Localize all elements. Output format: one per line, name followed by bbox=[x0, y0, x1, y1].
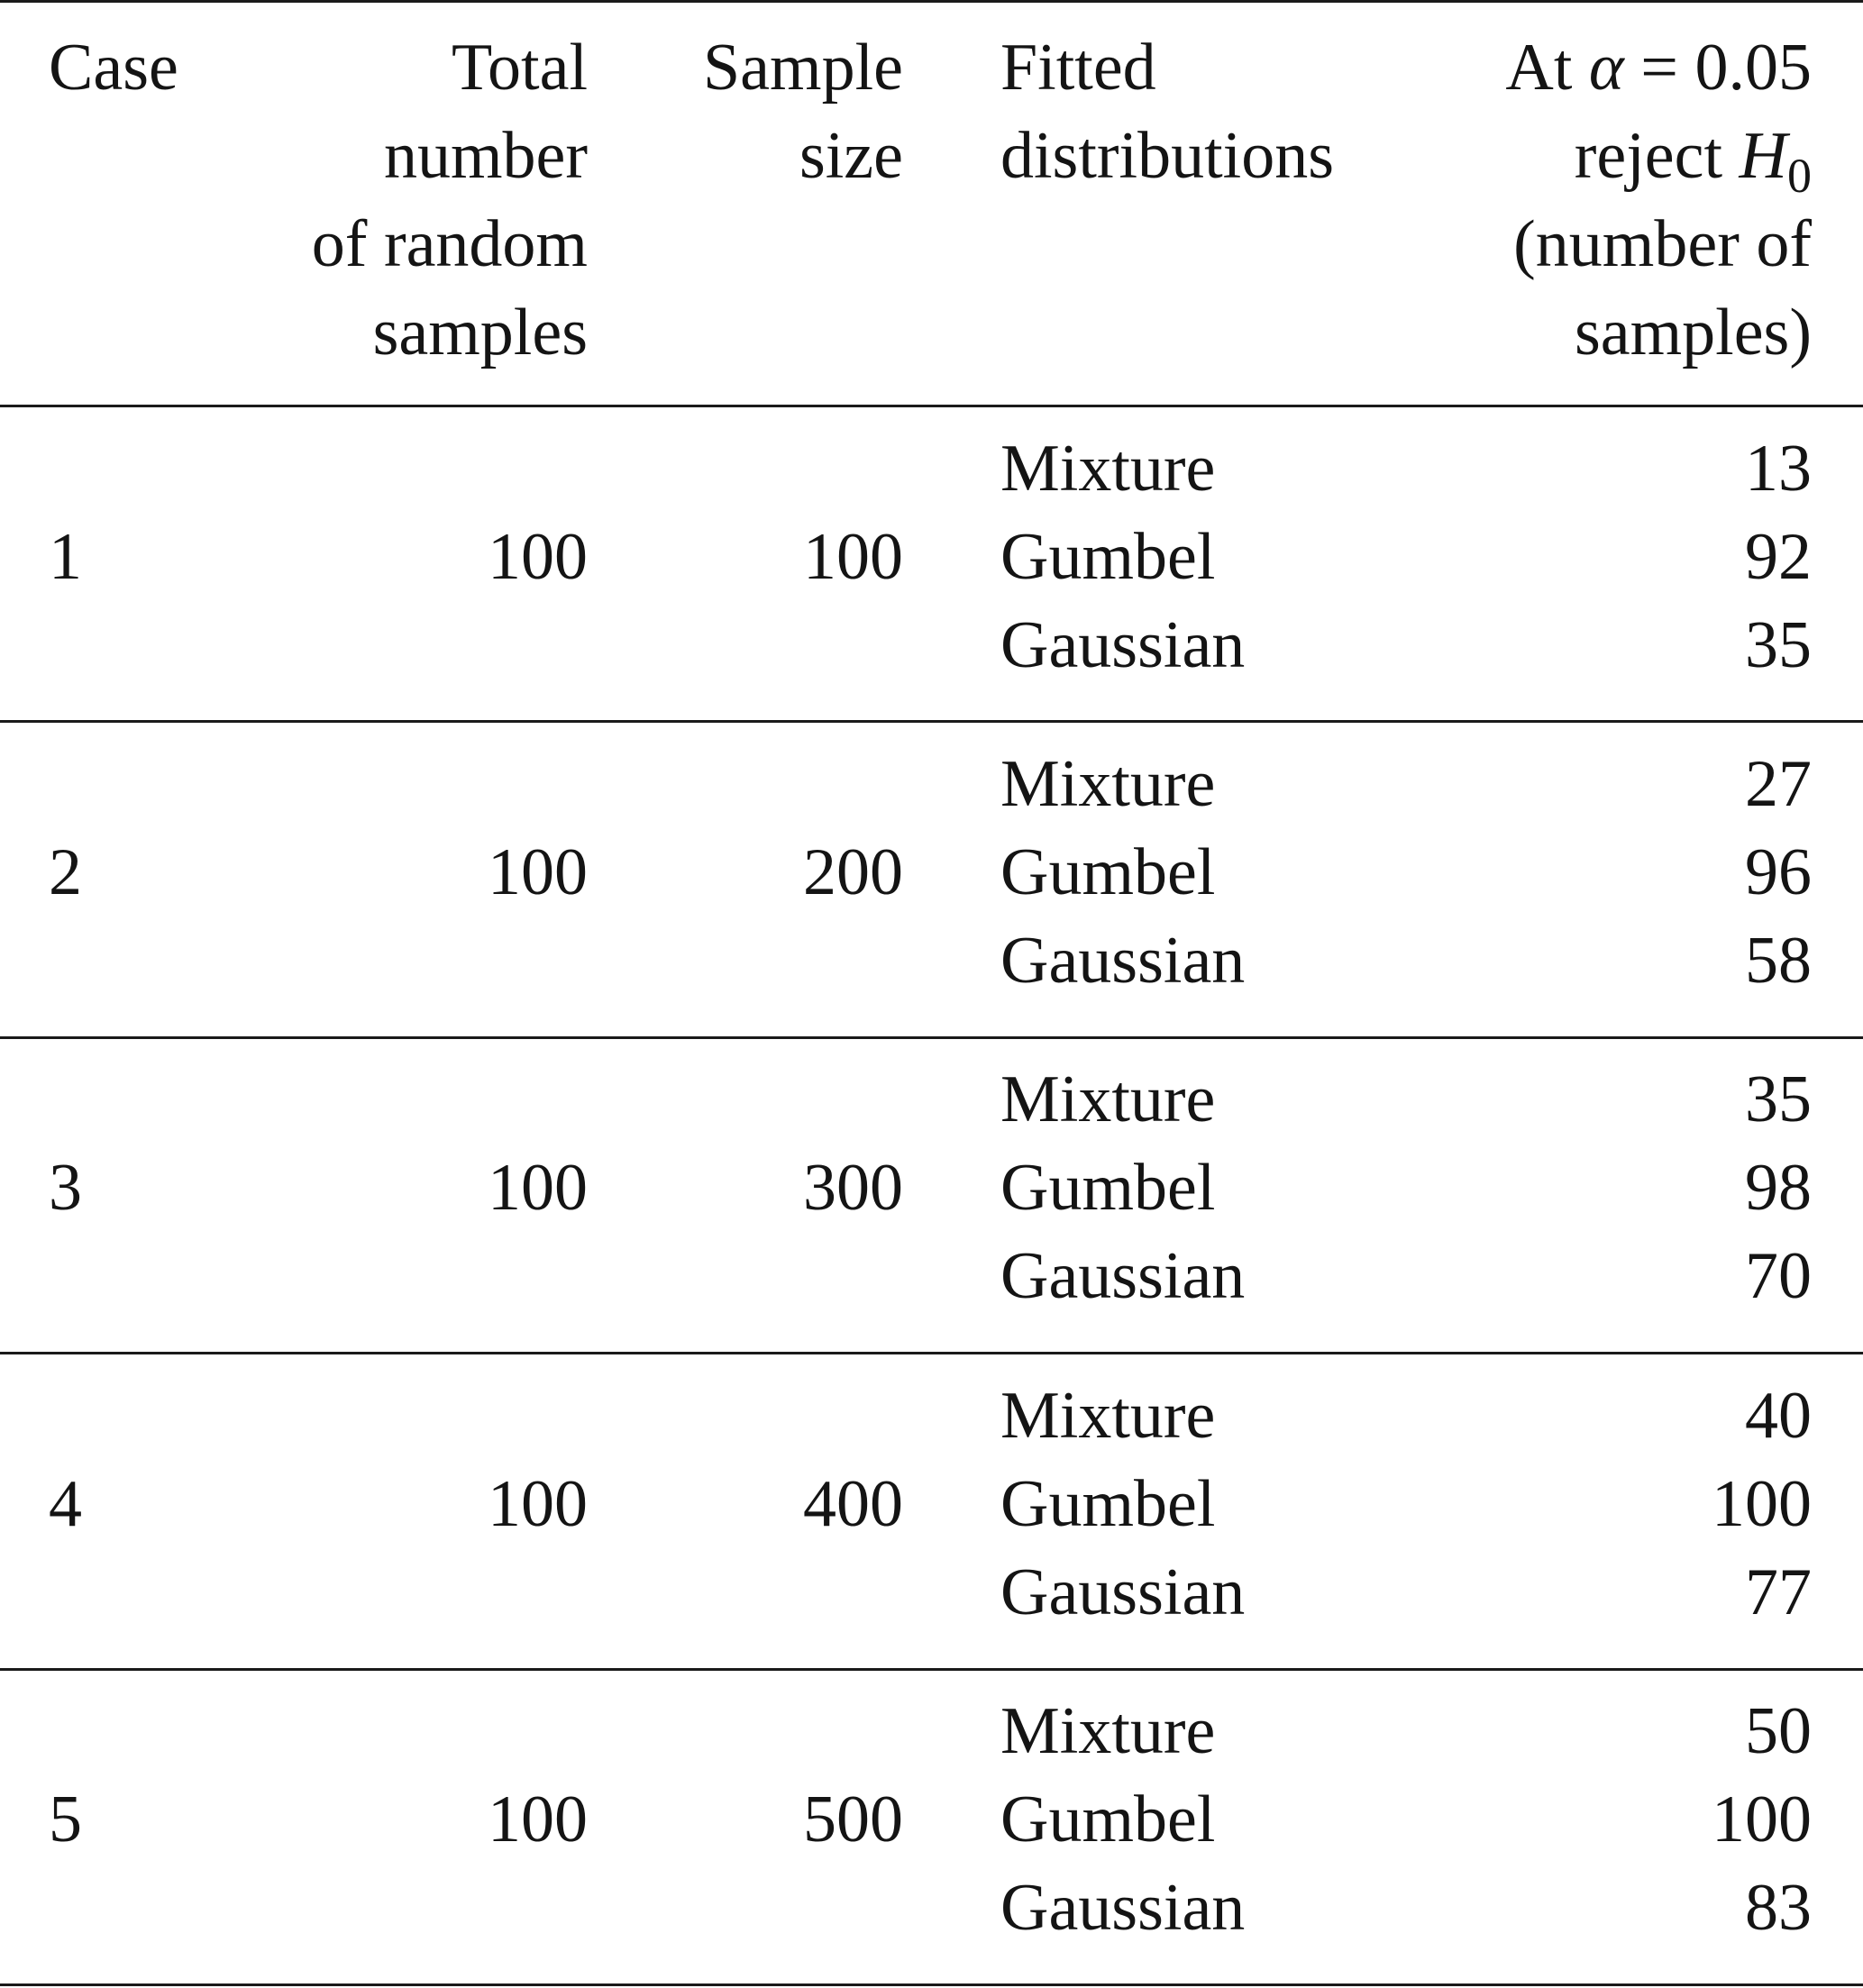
distribution-name: Gumbel bbox=[1000, 1151, 1216, 1225]
row-rule bbox=[0, 1352, 1863, 1354]
row-rule bbox=[0, 720, 1863, 723]
header-size-line-2: size bbox=[799, 119, 903, 193]
header-reject-word: reject bbox=[1574, 119, 1740, 193]
distribution-name: Mixture bbox=[1000, 1694, 1216, 1768]
header-total-line-2: number bbox=[383, 119, 588, 193]
distribution-name: Gaussian bbox=[1000, 1555, 1246, 1629]
total-samples: 100 bbox=[488, 1151, 588, 1225]
alpha-value: = 0.05 bbox=[1623, 31, 1812, 105]
reject-count: 100 bbox=[1712, 1783, 1812, 1856]
hypothesis-subscript: 0 bbox=[1787, 149, 1812, 203]
reject-count: 92 bbox=[1745, 520, 1812, 594]
sample-size: 500 bbox=[803, 1783, 903, 1856]
distribution-name: Gumbel bbox=[1000, 1467, 1216, 1541]
reject-count: 13 bbox=[1745, 432, 1812, 506]
reject-count: 83 bbox=[1745, 1871, 1812, 1945]
header-total-line-1: Total bbox=[452, 31, 588, 105]
total-samples: 100 bbox=[488, 1783, 588, 1856]
distribution-name: Gumbel bbox=[1000, 520, 1216, 594]
distribution-name: Gaussian bbox=[1000, 608, 1246, 682]
case-number: 2 bbox=[49, 835, 82, 909]
header-total-line-3: of random bbox=[311, 207, 588, 281]
total-samples: 100 bbox=[488, 1467, 588, 1541]
header-reject-line-3: (number of bbox=[1513, 207, 1812, 281]
bottom-rule bbox=[0, 1983, 1863, 1986]
header-size-line-1: Sample bbox=[703, 31, 903, 105]
reject-count: 35 bbox=[1745, 1062, 1812, 1136]
case-number: 1 bbox=[49, 520, 82, 594]
distribution-name: Gaussian bbox=[1000, 924, 1246, 998]
case-number: 5 bbox=[49, 1783, 82, 1856]
header-rule bbox=[0, 405, 1863, 407]
reject-count: 70 bbox=[1745, 1239, 1812, 1313]
distribution-name: Mixture bbox=[1000, 1062, 1216, 1136]
distribution-name: Mixture bbox=[1000, 1379, 1216, 1453]
distribution-name: Gumbel bbox=[1000, 1783, 1216, 1856]
header-reject-line-4: samples) bbox=[1574, 296, 1812, 369]
distribution-name: Mixture bbox=[1000, 432, 1216, 506]
distribution-name: Gaussian bbox=[1000, 1239, 1246, 1313]
alpha-symbol: α bbox=[1588, 31, 1624, 105]
reject-count: 50 bbox=[1745, 1694, 1812, 1768]
header-reject-line-2 bbox=[1352, 112, 1812, 205]
header-reject-line-1 bbox=[1352, 23, 1812, 112]
header-total-line-4: samples bbox=[372, 296, 588, 369]
header-case: Case bbox=[49, 31, 178, 105]
sample-size: 200 bbox=[803, 835, 903, 909]
hypothesis-symbol: H bbox=[1739, 119, 1787, 193]
top-rule bbox=[0, 0, 1863, 3]
row-rule bbox=[0, 1668, 1863, 1671]
header-dist-line-2: distributions bbox=[1000, 119, 1335, 193]
distribution-name: Mixture bbox=[1000, 747, 1216, 821]
reject-count: 58 bbox=[1745, 924, 1812, 998]
sample-size: 100 bbox=[803, 520, 903, 594]
distribution-name: Gumbel bbox=[1000, 835, 1216, 909]
reject-count: 35 bbox=[1745, 608, 1812, 682]
case-number: 3 bbox=[49, 1151, 82, 1225]
distribution-name: Gaussian bbox=[1000, 1871, 1246, 1945]
total-samples: 100 bbox=[488, 520, 588, 594]
header-dist-line-1: Fitted bbox=[1000, 31, 1156, 105]
sample-size: 400 bbox=[803, 1467, 903, 1541]
reject-count: 27 bbox=[1745, 747, 1812, 821]
reject-count: 40 bbox=[1745, 1379, 1812, 1453]
reject-count: 98 bbox=[1745, 1151, 1812, 1225]
reject-count: 100 bbox=[1712, 1467, 1812, 1541]
row-rule bbox=[0, 1036, 1863, 1039]
header-reject-prefix: At bbox=[1505, 31, 1589, 105]
reject-count: 96 bbox=[1745, 835, 1812, 909]
total-samples: 100 bbox=[488, 835, 588, 909]
sample-size: 300 bbox=[803, 1151, 903, 1225]
reject-count: 77 bbox=[1745, 1555, 1812, 1629]
case-number: 4 bbox=[49, 1467, 82, 1541]
